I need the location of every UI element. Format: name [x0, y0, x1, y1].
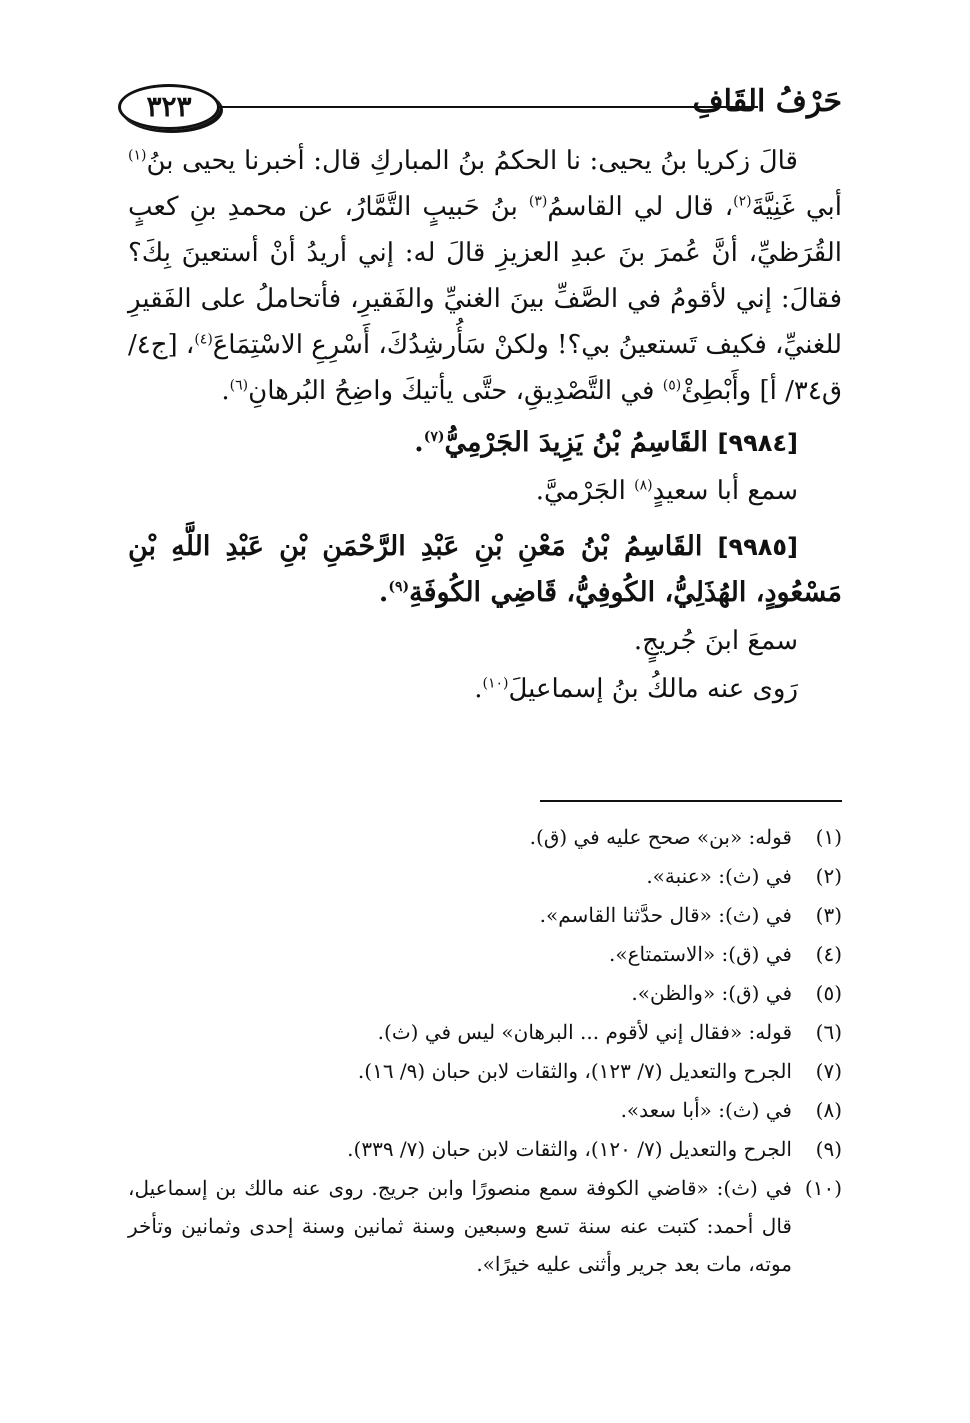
entry-line: سمعَ ابنَ جُريجٍ. — [633, 626, 798, 656]
footnote-ref-9: (٩) — [388, 579, 410, 595]
entry-number: [٩٩٨٥] — [717, 533, 798, 561]
text-span: ، قال لي القاسمُ — [547, 192, 734, 222]
entry-number: [٩٩٨٤] — [717, 429, 798, 457]
footnote — [128, 857, 842, 896]
entry-name: القَاسِمُ بْنُ يَزِيدَ الجَرْمِيُّ — [444, 427, 718, 458]
footnote-ref-8: (٨) — [634, 477, 653, 494]
text-span: قالَ زكريا بنُ يحيى: نا الحكمُ بنُ المباركِ قال: أخبرنا يحيى بنُ — [146, 146, 798, 176]
footnote — [128, 935, 842, 974]
footnote-number: (٢) — [815, 864, 842, 888]
text-span: بنُ حَبيبٍ التَّمَّارُ، عن محمدِ بنِ كعبٍ القُرَظيِّ، أنَّ عُمرَ بنَ عبدِ العزيزِ قالَ له: إني أريدُ أنْ أستعينَ بِكَ؟ فقالَ: إني لأقومُ في الصَّفِّ بينَ الغنيِّ والفَقيرِ، فأتحاملُ على الفَقيرِ للغنيِّ، فكيف تَستعينُ بي؟! ولكنْ سَأُرشِدُكَ، أَسْرِعِ الاسْتِمَاعَ — [128, 192, 842, 360]
footnote — [128, 1052, 842, 1091]
footnote-ref-5: (٥) — [662, 377, 682, 394]
footnote-number: (٧) — [815, 1059, 842, 1083]
footnote-text: الجرح والتعديل (٧/ ١٢٠)، والثقات لابن حبان (٧/ ٣٣٩). — [347, 1137, 792, 1161]
footnote — [128, 1091, 842, 1130]
footnote — [128, 1169, 842, 1283]
text-span: . — [378, 577, 389, 608]
text-span: ، [ج٤/ ق٣٤/ أ] وأَبْطِئْ — [128, 330, 842, 406]
footnote-text: الجرح والتعديل (٧/ ١٢٣)، والثقات لابن حبان (٩/ ١٦). — [357, 1059, 792, 1083]
footnote-number: (٩) — [815, 1137, 842, 1161]
header-rule — [218, 106, 758, 108]
footnote-number: (٤) — [815, 942, 842, 966]
text-span: في التَّصْدِيقِ، حتَّى يأتيكَ واضِحُ البُرهانِ — [248, 376, 663, 406]
footnote-ref-3: (٣) — [528, 193, 548, 210]
entry-heading-9984 — [128, 420, 842, 466]
text-span: . — [221, 376, 230, 406]
footnote — [128, 974, 842, 1013]
text-span: . — [414, 427, 424, 458]
text-span: . — [474, 674, 483, 704]
page-number: ٣٢٣ — [118, 84, 220, 130]
entry-name: القَاسِمُ بْنُ مَعْنِ بْنِ عَبْدِ الرَّحْمَنِ بْنِ عَبْدِ اللَّهِ بْنِ مَسْعُودٍ، الهُذَلِيُّ، الكُوفِيُّ، قَاضِي الكُوفَةِ — [128, 531, 842, 608]
footnote-number: (٨) — [815, 1098, 842, 1122]
running-head: حَرْفُ القَافِ — [692, 84, 842, 119]
footnote-text: قوله: «فقال إني لأقوم ... البرهان» ليس في (ث). — [377, 1020, 792, 1044]
footnote-number: (٥) — [815, 981, 842, 1005]
footnote-number: (٦) — [815, 1020, 842, 1044]
text-span: الجَرْميَّ. — [535, 476, 635, 506]
text-span: أبي غَنِيَّةَ — [751, 192, 843, 222]
text-span: رَوى عنه مالكُ بنُ إسماعيلَ — [508, 674, 798, 704]
footnote — [128, 1013, 842, 1052]
entry-heading-9985 — [128, 524, 842, 616]
footnote — [128, 818, 842, 857]
footnote-text: في (ق): «والظن». — [631, 981, 792, 1005]
footnote-text: في (ث): «عنبة». — [646, 864, 792, 888]
footnote-ref-2: (٢) — [733, 193, 752, 210]
footnote-text: في (ث): «قاضي الكوفة سمع منصورًا وابن جريج. روى عنه مالك بن إسماعيل، قال أحمد: كتبت عنه سنة تسع وسبعين وسنة ثمانين وسنة إحدى وثمانين وتأخر موته، مات بعد جرير وأثنى عليه خيرًا». — [128, 1176, 792, 1276]
footnote-ref-6: (٦) — [229, 377, 249, 394]
text-span: سمع أبا سعيدٍ — [652, 476, 798, 506]
footnote-text: قوله: «بن» صحح عليه في (ق). — [529, 825, 792, 849]
footnote-ref-10: (١٠) — [482, 675, 509, 692]
footnote-number: (١٠) — [804, 1176, 842, 1200]
paragraph-narration — [128, 138, 842, 414]
footnote-separator — [540, 800, 842, 802]
footnote-number: (٣) — [815, 903, 842, 927]
footnote — [128, 1130, 842, 1169]
footnote — [128, 896, 842, 935]
footnote-text: في (ث): «أبا سعد». — [620, 1098, 792, 1122]
footnotes — [128, 818, 842, 1283]
footnote-ref-1: (١) — [128, 147, 147, 164]
footnote-number: (١) — [815, 825, 842, 849]
entry-line — [128, 666, 842, 712]
main-text — [128, 138, 842, 712]
footnote-text: في (ق): «الاستمتاع». — [608, 942, 792, 966]
footnote-text: في (ث): «قال حدَّثنا القاسم». — [539, 903, 792, 927]
entry-line — [128, 468, 842, 514]
footnote-ref-4: (٤) — [194, 331, 213, 348]
footnote-ref-7: (٧) — [423, 429, 445, 445]
